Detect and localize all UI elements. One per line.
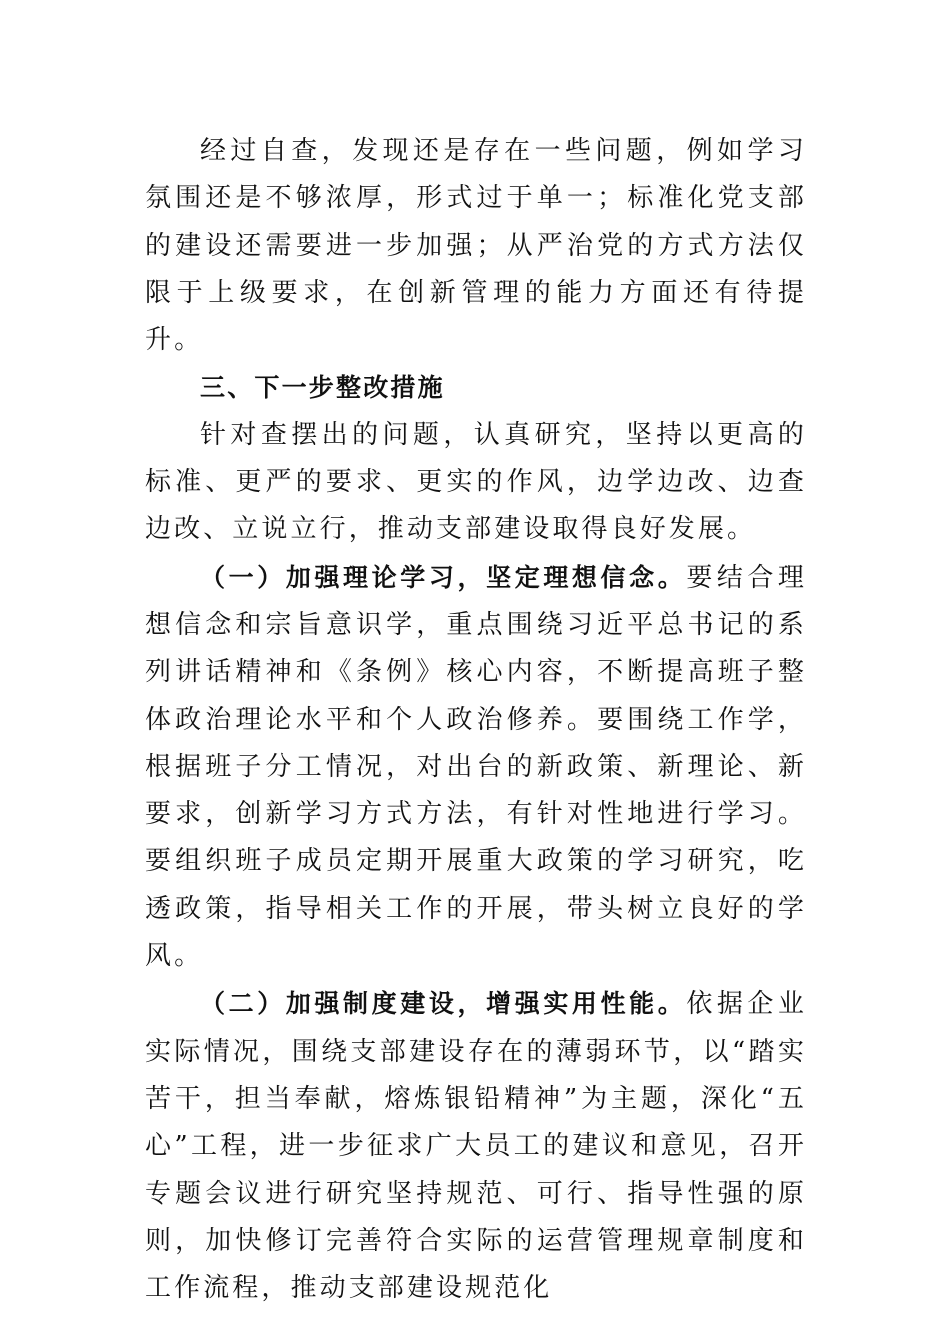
section-heading-next-steps: 三、下一步整改措施 — [200, 373, 445, 403]
item-two-body: 依据企业实际情况，围绕支部建设存在的薄弱环节，以“踏实苦干，担当奉献，熔炼银铅精神”为主题，深化“五心”工程，进一步征求广大员工的建议和意见，召开专题会议进行研究坚持规范、可行、指导性强的原则，加快修订完善符合实际的运营管理规章制度和工作流程，推动支部建设规范化 — [145, 989, 808, 1304]
paragraph-intro: 针对查摆出的问题，认真研究，坚持以更高的标准、更严的要求、更实的作风，边学边改、边查边改、立说立行，推动支部建设取得良好发展。 — [145, 419, 807, 545]
paragraph-item-two — [145, 980, 807, 1312]
paragraph-item-one — [145, 554, 807, 981]
item-two-lead: （二）加强制度建设，增强实用性能。 — [200, 989, 687, 1019]
item-one-body: 要结合理想信念和宗旨意识学，重点围绕习近平总书记的系列讲话精神和《条例》核心内容，不断提高班子整体政治理论水平和个人政治修养。要围绕工作学，根据班子分工情况，对出台的新政策、新理论、新要求，创新学习方式方法，有针对性地进行学习。要组织班子成员定期开展重大政策的学习研究，吃透政策，指导相关工作的开展，带头树立良好的学风。 — [145, 562, 808, 972]
item-one-lead: （一）加强理论学习，坚定理想信念。 — [200, 562, 687, 592]
document-body — [145, 128, 807, 1312]
paragraph-self-check: 经过自查，发现还是存在一些问题，例如学习氛围还是不够浓厚，形式过于单一；标准化党支部的建设还需要进一步加强；从严治党的方式方法仅限于上级要求，在创新管理的能力方面还有待提升。 — [145, 136, 807, 356]
